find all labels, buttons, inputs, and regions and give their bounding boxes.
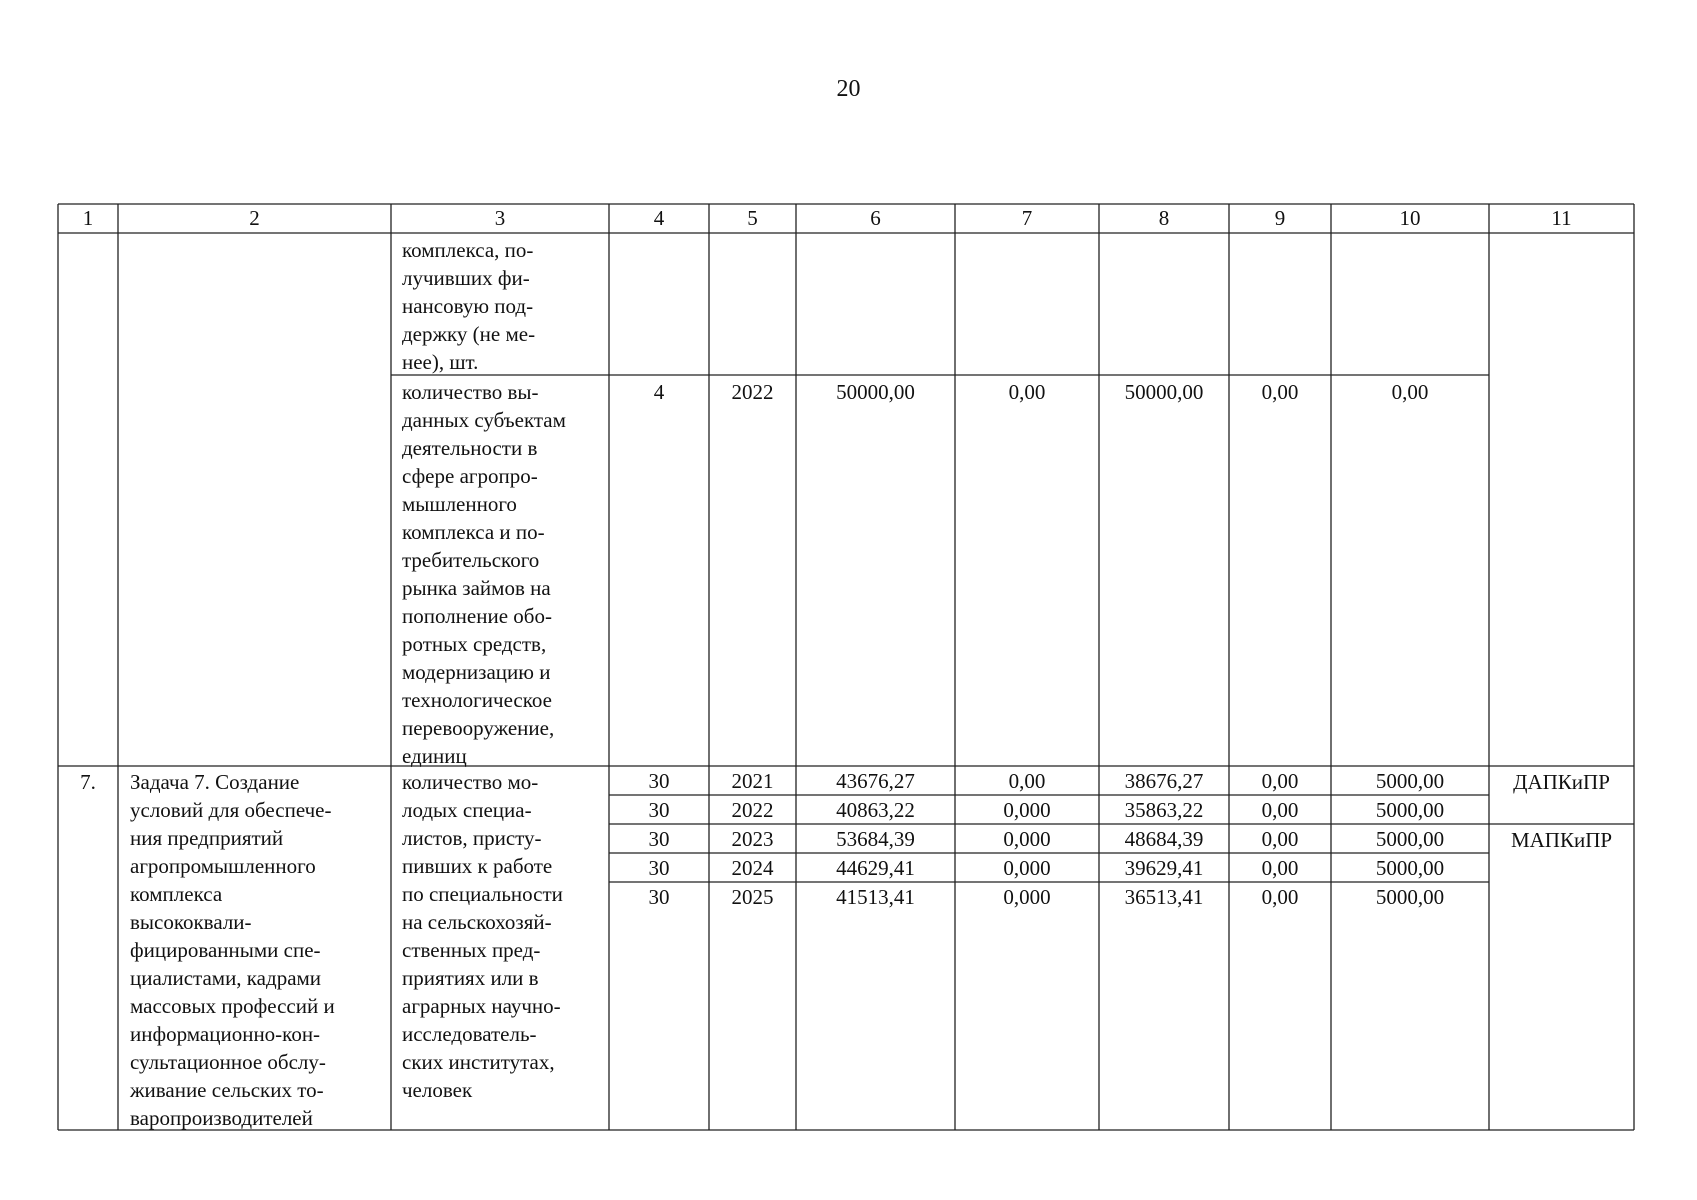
task-7-row-1-year: 2021 <box>731 768 774 793</box>
indicator-2-line: данных субъектам <box>402 408 566 432</box>
indicator-2-line: пополнение обо- <box>402 604 552 628</box>
indicator-2-col7: 0,00 <box>1008 380 1046 404</box>
task-7-row-4-total: 44629,41 <box>836 855 915 880</box>
task-7-executor: ДАПКиПР <box>1513 770 1610 794</box>
header-col-5: 5 <box>747 206 758 230</box>
task-7-row-2-year: 2022 <box>731 797 774 822</box>
task-7-name-line: варопроизводителей <box>130 1106 313 1130</box>
task-7-row-3-total: 53684,39 <box>836 826 915 851</box>
task-7-row-1-col7: 0,00 <box>1008 768 1046 793</box>
header-col-2: 2 <box>249 206 260 230</box>
indicator-2-line: количество вы- <box>402 380 539 404</box>
task-7-row-1-col8: 38676,27 <box>1124 768 1204 793</box>
page-number: 20 <box>836 76 861 102</box>
task-7-name-line: фицированными спе- <box>130 938 321 962</box>
header-col-10: 10 <box>1399 206 1421 230</box>
task-7-indicator-line: человек <box>402 1078 473 1102</box>
indicator-1-line: комплекса, по- <box>402 238 534 262</box>
task-7-indicator-line: на сельскохозяй- <box>402 910 552 934</box>
task-7-row-4-col7: 0,000 <box>1003 855 1051 880</box>
task-7-row-3-col9: 0,00 <box>1261 826 1299 851</box>
indicator-1-line: нансовую под- <box>402 294 534 318</box>
task-7-row-5-value: 30 <box>648 884 670 909</box>
task-7-row-1-value: 30 <box>648 768 670 793</box>
task-7-indicator-line: исследователь- <box>402 1022 537 1046</box>
indicator-2-col10: 0,00 <box>1391 380 1429 404</box>
task-7-name-line: циалистами, кадрами <box>130 966 322 990</box>
task-7-name-line: сультационное обслу- <box>130 1050 326 1074</box>
task-7-name-line: высококвали- <box>130 910 252 934</box>
indicator-1-line: держку (не ме- <box>402 322 536 346</box>
task-7-row-3-col8: 48684,39 <box>1124 826 1204 851</box>
task-7-name-line: информационно-кон- <box>130 1022 321 1046</box>
task-7-indicator-line: по специальности <box>402 882 563 906</box>
task-7-row-4-col10: 5000,00 <box>1375 855 1445 880</box>
task-7-number: 7. <box>80 770 96 794</box>
task-7-row-5-col7: 0,000 <box>1003 884 1051 909</box>
task-7-row-1-total: 43676,27 <box>836 768 915 793</box>
header-col-1: 1 <box>82 206 94 230</box>
task-7-row-2-col8: 35863,22 <box>1124 797 1204 822</box>
task-7-row-4-col9: 0,00 <box>1261 855 1299 880</box>
task-7-row-3-col7: 0,000 <box>1003 826 1051 851</box>
task-7-name-line: комплекса <box>130 882 223 906</box>
indicator-2-value: 4 <box>653 380 665 404</box>
header-col-3: 3 <box>494 206 506 230</box>
task-7-name-line: живание сельских то- <box>130 1078 324 1102</box>
indicator-1-line: лучивших фи- <box>402 266 530 290</box>
task-7-row-5-year: 2025 <box>731 884 774 909</box>
indicator-1-line: нее), шт. <box>402 350 479 374</box>
indicator-2-line: модернизацию и <box>402 660 551 684</box>
header-col-9: 9 <box>1274 206 1286 230</box>
indicator-2-line: технологическое <box>402 688 552 712</box>
task-7-name-line: массовых профессий и <box>130 994 335 1018</box>
task-7-indicator-line: аграрных научно- <box>402 994 561 1018</box>
task-7-row-5-col10: 5000,00 <box>1375 884 1445 909</box>
task-7-row-2-col9: 0,00 <box>1261 797 1299 822</box>
task-7-row-2-col7: 0,000 <box>1003 797 1051 822</box>
task-7-executor: МАПКиПР <box>1510 828 1613 852</box>
header-col-8: 8 <box>1158 206 1170 230</box>
indicator-2-line: комплекса и по- <box>402 520 545 544</box>
header-col-11: 11 <box>1551 206 1572 230</box>
task-7-row-2-total: 40863,22 <box>836 797 915 822</box>
task-7-row-2-col10: 5000,00 <box>1375 797 1445 822</box>
task-7-row-1-col9: 0,00 <box>1261 768 1299 793</box>
indicator-2-col8: 50000,00 <box>1124 380 1204 404</box>
header-col-6: 6 <box>870 206 881 230</box>
header-col-4: 4 <box>653 206 665 230</box>
task-7-row-5-col8: 36513,41 <box>1124 884 1204 909</box>
indicator-2-line: сфере агропро- <box>402 464 538 488</box>
task-7-indicator-line: пивших к работе <box>402 854 553 878</box>
task-7-indicator-line: лодых специа- <box>402 798 532 822</box>
task-7-indicator-line: листов, присту- <box>402 826 542 850</box>
task-7-row-4-year: 2024 <box>731 855 774 880</box>
task-7-row-4-value: 30 <box>648 855 670 880</box>
task-7-indicator-line: ских институтах, <box>402 1050 555 1074</box>
indicator-2-line: мышленного <box>402 492 517 516</box>
indicator-2-year: 2022 <box>731 380 774 404</box>
indicator-2-line: требительского <box>402 548 540 572</box>
task-7-row-3-value: 30 <box>648 826 670 851</box>
task-7-row-2-value: 30 <box>648 797 670 822</box>
indicator-2-total: 50000,00 <box>836 380 915 404</box>
task-7-name-line: агропромышленного <box>130 854 316 878</box>
header-col-7: 7 <box>1021 206 1033 230</box>
indicator-2-line: единиц <box>402 744 467 768</box>
task-7-indicator-line: приятиях или в <box>402 966 539 990</box>
task-7-row-4-col8: 39629,41 <box>1124 855 1204 880</box>
task-7-row-1-col10: 5000,00 <box>1375 768 1445 793</box>
task-7-row-3-col10: 5000,00 <box>1375 826 1445 851</box>
indicator-2-line: рынка займов на <box>402 576 551 600</box>
task-7-name-line: Задача 7. Создание <box>130 770 300 794</box>
task-7-name-line: ния предприятий <box>130 826 284 850</box>
indicator-2-line: перевооружение, <box>402 716 555 740</box>
indicator-2-col9: 0,00 <box>1261 380 1299 404</box>
indicator-2-line: ротных средств, <box>402 632 547 656</box>
indicator-2-line: деятельности в <box>402 436 538 460</box>
task-7-row-3-year: 2023 <box>731 826 774 851</box>
task-7-indicator-line: ственных пред- <box>402 938 541 962</box>
task-7-name-line: условий для обеспече- <box>130 798 332 822</box>
task-7-row-5-total: 41513,41 <box>836 884 915 909</box>
task-7-indicator-line: количество мо- <box>402 770 539 794</box>
task-7-row-5-col9: 0,00 <box>1261 884 1299 909</box>
